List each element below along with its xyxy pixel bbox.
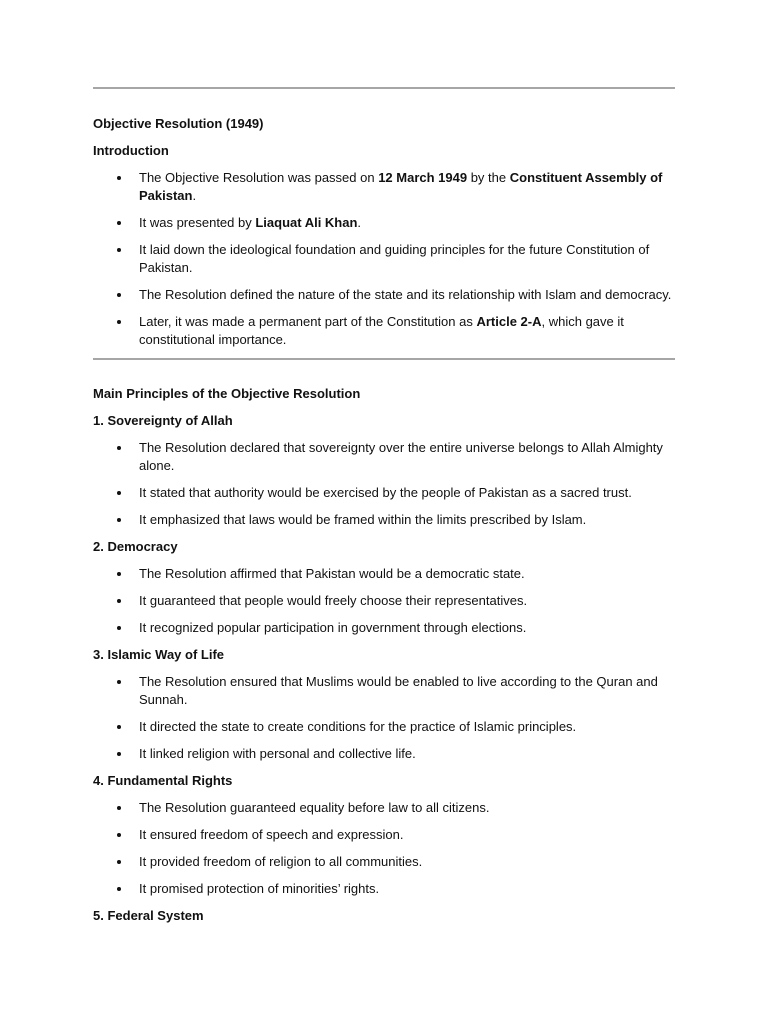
horizontal-rule (93, 87, 675, 89)
principle-list (93, 799, 675, 898)
principle-heading: 5. Federal System (93, 908, 204, 923)
list-item: The Resolution defined the nature of the state and its relationship with Islam and democracy. (93, 286, 675, 304)
document-title: Objective Resolution (1949) (93, 116, 264, 131)
list-item: It directed the state to create conditions for the practice of Islamic principles. (93, 718, 675, 736)
list-item: It recognized popular participation in government through elections. (93, 619, 675, 637)
introduction-list (93, 169, 675, 349)
list-item: The Objective Resolution was passed on 12 March 1949 by the Constituent Assembly of Pakistan. (93, 169, 675, 205)
list-item: It was presented by Liaquat Ali Khan. (93, 214, 675, 232)
list-item: It emphasized that laws would be framed within the limits prescribed by Islam. (93, 511, 675, 529)
list-item: It ensured freedom of speech and expression. (93, 826, 675, 844)
document-page (93, 0, 675, 925)
principle-heading: 4. Fundamental Rights (93, 773, 233, 788)
list-item: The Resolution ensured that Muslims would be enabled to live according to the Quran and Sunnah. (93, 673, 675, 709)
principle-heading: 1. Sovereignty of Allah (93, 413, 233, 428)
principle-list (93, 565, 675, 637)
list-item: It stated that authority would be exercised by the people of Pakistan as a sacred trust. (93, 484, 675, 502)
introduction-heading: Introduction (93, 143, 169, 158)
list-item: It linked religion with personal and collective life. (93, 745, 675, 763)
list-item: It promised protection of minorities’ rights. (93, 880, 675, 898)
principles-title: Main Principles of the Objective Resolution (93, 386, 361, 401)
principle-heading: 2. Democracy (93, 539, 178, 554)
list-item: The Resolution affirmed that Pakistan would be a democratic state. (93, 565, 675, 583)
list-item: The Resolution declared that sovereignty over the entire universe belongs to Allah Almighty alone. (93, 439, 675, 475)
principle-heading: 3. Islamic Way of Life (93, 647, 225, 662)
principle-list (93, 439, 675, 529)
list-item: It laid down the ideological foundation and guiding principles for the future Constitution of Pakistan. (93, 241, 675, 277)
principle-list (93, 673, 675, 763)
list-item: The Resolution guaranteed equality before law to all citizens. (93, 799, 675, 817)
horizontal-rule (93, 358, 675, 360)
list-item: Later, it was made a permanent part of the Constitution as Article 2-A, which gave it constitutional importance. (93, 313, 675, 349)
list-item: It provided freedom of religion to all communities. (93, 853, 675, 871)
list-item: It guaranteed that people would freely choose their representatives. (93, 592, 675, 610)
